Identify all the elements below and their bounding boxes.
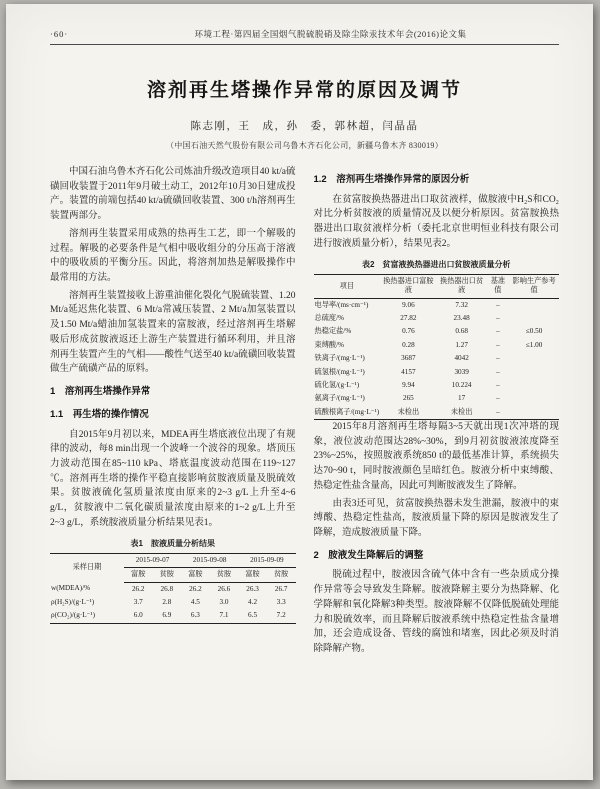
table-header-cell: 贫胺 bbox=[210, 568, 239, 582]
table-header-cell: 富胺 bbox=[181, 568, 210, 582]
table-cell bbox=[509, 312, 559, 325]
table-row bbox=[314, 312, 560, 325]
table-cell: 6.9 bbox=[162, 611, 172, 620]
table-cell: 9.94 bbox=[402, 380, 415, 389]
table-header-cell: 贫胺 bbox=[153, 568, 182, 582]
table-cell: – bbox=[496, 380, 500, 389]
table-cell bbox=[509, 392, 559, 405]
table-row bbox=[50, 596, 296, 609]
table-cell: – bbox=[496, 327, 500, 336]
table-cell: 4.5 bbox=[190, 598, 200, 606]
table-cell: 6.0 bbox=[133, 611, 143, 620]
table2-caption: 表2 贫富液换热器进出口贫胺液质量分析 bbox=[362, 259, 511, 269]
section-1-heading: 1 溶剂再生塔操作异常 bbox=[50, 386, 151, 398]
table-cell: 0.68 bbox=[455, 327, 468, 336]
table1-amine-quality bbox=[50, 553, 296, 624]
two-column-body bbox=[50, 165, 559, 765]
left-paragraph-3: 溶剂再生装置接收上游重油催化裂化气脱硫装置、1.20 Mt/a延迟焦化装置、6 Mt/a常减压装置、2 Mt/a加氢装置以及1.50 Mt/a蜡油加氢装置来的富胺液，经过溶剂再生塔解吸后形成贫胺液返还上游生产装置进行循环利用，并且溶剂再生装置产生的气相——酸性气送至40 kt/a硫磺回收装置做生产硫磺产品的原料。 bbox=[50, 290, 296, 375]
table-row-label: w(MDEA)/% bbox=[51, 584, 91, 593]
table-row-label: 氨离子/(mg·L⁻¹) bbox=[314, 394, 365, 403]
table-row bbox=[314, 339, 560, 352]
table-cell: 26.7 bbox=[274, 584, 288, 593]
table-cell: 23.48 bbox=[453, 314, 470, 323]
section-2-heading: 2 胺液发生降解后的调整 bbox=[313, 549, 424, 561]
table-cell: 7.2 bbox=[276, 611, 286, 620]
table-cell: 2.8 bbox=[162, 598, 172, 606]
right-column bbox=[314, 165, 560, 765]
table-row bbox=[314, 352, 560, 365]
table-row bbox=[50, 609, 296, 623]
table-cell: 6.5 bbox=[248, 611, 258, 620]
table-cell: 4042 bbox=[454, 354, 469, 363]
authors-line: 陈志刚，王 成，孙 委，郭林超，闫晶晶 bbox=[190, 121, 419, 132]
table-cell: 1.27 bbox=[455, 340, 468, 349]
header-rule bbox=[50, 44, 559, 45]
table-row bbox=[314, 325, 560, 338]
table-header-cell: 项目 bbox=[314, 274, 381, 298]
table-cell bbox=[509, 406, 559, 420]
table-row-label: 电导率/(ms·cm⁻¹) bbox=[314, 300, 369, 309]
right-paragraph-3: 由表3还可见，贫富胺换热器未发生泄漏，胺液中的束缚酸、热稳定性盐高，胺液质量下降的原因是胺液发生了降解，造成胺液质量下降。 bbox=[313, 498, 559, 538]
table-cell bbox=[509, 352, 559, 365]
table-row bbox=[314, 366, 560, 379]
table-cell: – bbox=[496, 300, 500, 309]
table-header-cell: 贫胺 bbox=[267, 568, 296, 582]
table-header-cell: 富胺 bbox=[124, 568, 153, 582]
left-paragraph-1: 中国石油乌鲁木齐石化公司炼油升级改造项目40 kt/a硫磺回收装置于2011年9月破土动工，2012年10月30日建成投产。装置的前端包括40 kt/a硫磺回收装置、300 t/h溶剂再生装置两部分。 bbox=[50, 167, 296, 222]
table-header-row bbox=[50, 553, 296, 567]
page-number: ·60· bbox=[50, 29, 69, 39]
table-row bbox=[314, 406, 560, 420]
section-1-1-heading: 1.1 再生塔的操作情况 bbox=[50, 408, 149, 420]
table-row-label: 总硫度/% bbox=[314, 314, 345, 323]
table-cell: ≤1.00 bbox=[525, 340, 543, 349]
table-row-label: 热稳定盐/% bbox=[314, 327, 352, 336]
table-cell: 3.7 bbox=[133, 598, 143, 606]
table-cell: 26.2 bbox=[131, 584, 145, 593]
left-column bbox=[50, 165, 296, 765]
table-row-label: 硫酸根离子/(mg·L⁻¹) bbox=[314, 407, 380, 416]
table-cell: – bbox=[496, 394, 500, 403]
affiliation-line: （中国石油天然气股份有限公司乌鲁木齐石化公司，新疆乌鲁木齐 830019） bbox=[165, 141, 444, 150]
table-row bbox=[314, 392, 560, 405]
table-cell: 26.8 bbox=[160, 584, 174, 593]
table-cell: 4157 bbox=[401, 367, 416, 376]
running-header bbox=[50, 28, 559, 40]
table-header-cell: 换热器出口贫液 bbox=[437, 274, 487, 298]
table-cell: 26.2 bbox=[189, 584, 202, 593]
section-1-2-heading: 1.2 溶剂再生塔操作异常的原因分析 bbox=[313, 174, 470, 185]
paper-page bbox=[6, 4, 593, 780]
table-cell: 10.224 bbox=[451, 380, 472, 389]
table-cell: – bbox=[496, 407, 500, 416]
table-row-label: ρ(H₂S)/(g·L⁻¹) bbox=[51, 598, 95, 606]
table-cell: 6.3 bbox=[190, 611, 200, 620]
table-cell: – bbox=[496, 367, 500, 376]
table-header-cell: 2015-09-07 bbox=[124, 553, 181, 567]
table1-caption: 表1 胺液质量分析结果 bbox=[130, 538, 215, 548]
table-cell bbox=[509, 298, 559, 312]
table-cell: 0.28 bbox=[402, 340, 415, 349]
table-cell: 27.82 bbox=[400, 314, 417, 323]
table-cell: 3687 bbox=[401, 354, 416, 363]
table-cell: ≤0.50 bbox=[525, 327, 543, 336]
table-header-cell: 富胺 bbox=[238, 568, 267, 582]
table-cell: 未检出 bbox=[450, 407, 473, 416]
table-cell bbox=[509, 366, 559, 379]
table-row-label: 硫化氢/(g·L⁻¹) bbox=[314, 380, 360, 389]
table-cell: – bbox=[496, 314, 500, 323]
table-row bbox=[50, 582, 296, 596]
table-cell: 3.3 bbox=[276, 598, 286, 606]
table-header-cell: 换热器进口富胺液 bbox=[380, 274, 436, 298]
table-cell: 7.32 bbox=[455, 300, 468, 309]
table-row bbox=[314, 298, 560, 312]
table-row-label: 束缚酸/% bbox=[314, 340, 345, 349]
table-cell: 未检出 bbox=[397, 407, 420, 416]
table-cell: 4.2 bbox=[248, 598, 258, 606]
right-paragraph-2: 2015年8月溶剂再生塔每隔3~5天就出现1次冲塔的现象，液位波动范围达28%~30%，到9月初贫胺液浓度降至23%~25%，按照胺液系统850 t的最低基准计算，系统损失达70~90 t，同时胺液颜色呈暗红色。胺液分析中束缚酸、热稳定性盐含量高，因此可判断胺液发生了降解。 bbox=[313, 421, 559, 491]
table-row-label: 硫氢根/(mg·L⁻¹) bbox=[314, 367, 365, 376]
table-cell: 265 bbox=[402, 394, 414, 403]
table2-heat-exchanger-analysis bbox=[314, 274, 560, 420]
right-paragraph-4: 脱硫过程中，胺液因含硫气体中含有一些杂质成分操作异常等会导致发生降解。胺液降解主要分为热降解、化学降解和氧化降解3种类型。胺液降解不仅降低脱硫处理能力和脱硫效率，而且降解后胺液系统中热稳定性盐含量增加，还会造成设备、管线的腐蚀和堵塞，因此必须及时消除降解产物。 bbox=[313, 570, 559, 654]
table-cell: 3039 bbox=[454, 367, 469, 376]
table-header-cell: 采样日期 bbox=[72, 563, 102, 572]
table-row bbox=[314, 379, 560, 392]
table-header-row bbox=[314, 274, 560, 298]
table-header-cell: 2015-09-09 bbox=[238, 553, 295, 567]
table-cell: 9.06 bbox=[402, 300, 415, 309]
proceedings-header-text: 环境工程·第四届全国烟气脱硫脱硝及除尘除汞技术年会(2016)论文集 bbox=[194, 29, 467, 39]
table-cell bbox=[509, 379, 559, 392]
table-row-label: 铁离子/(mg·L⁻¹) bbox=[314, 354, 365, 363]
table-cell: – bbox=[496, 354, 500, 363]
table-cell: 0.76 bbox=[402, 327, 415, 336]
left-paragraph-4: 自2015年9月初以来，MDEA再生塔底液位出现了有规律的波动，每8 min出现一个波峰一个波谷的现象。塔顶压力波动范围在85~110 kPa、塔底温度波动范围在119~127 ℃。溶剂再生塔的操作平稳直接影响贫胺液质量及脱硫效果。贫胺液硫化氢质量浓度由原来的2~3 g/L上升至4~6 g/L，贫胺液中二氧化碳质量浓度由原来的1~2 g/L上升至2~3 g/L，系统胺液质量分析结果见表1。 bbox=[50, 429, 296, 528]
table-cell: 3.0 bbox=[219, 598, 229, 606]
paper-title: 溶剂再生塔操作异常的原因及调节 bbox=[146, 80, 462, 101]
table-header-cell: 基准值 bbox=[487, 274, 510, 298]
table-cell: 26.6 bbox=[217, 584, 231, 593]
table-header-cell: 2015-09-08 bbox=[181, 553, 238, 567]
table-cell: 26.3 bbox=[246, 584, 259, 593]
table-cell: – bbox=[496, 340, 500, 349]
table-header-cell: 影响生产参考值 bbox=[509, 274, 559, 298]
right-paragraph-1: 在贫富胺换热器进出口取贫液样，做胺液中H₂S和CO₂对比分析贫胺液的质量情况及以便分析原因。贫富胺换热器进出口取贫液样分析（委托北京世明恒业科技有限公司进行胺液质量分析），结果见表2。 bbox=[313, 194, 559, 249]
left-paragraph-2: 溶剂再生装置采用成熟的热再生工艺，即一个解吸的过程。解吸的必要条件是气相中吸收组分的分压高于溶液中的吸收质的平衡分压。因此，将溶剂加热是解吸操作中最常用的方法。 bbox=[50, 228, 296, 284]
table-row-label: ρ(CO₂)/(g·L⁻¹) bbox=[51, 611, 95, 620]
table-cell: 7.1 bbox=[219, 611, 229, 620]
table-cell: 17 bbox=[458, 394, 466, 403]
